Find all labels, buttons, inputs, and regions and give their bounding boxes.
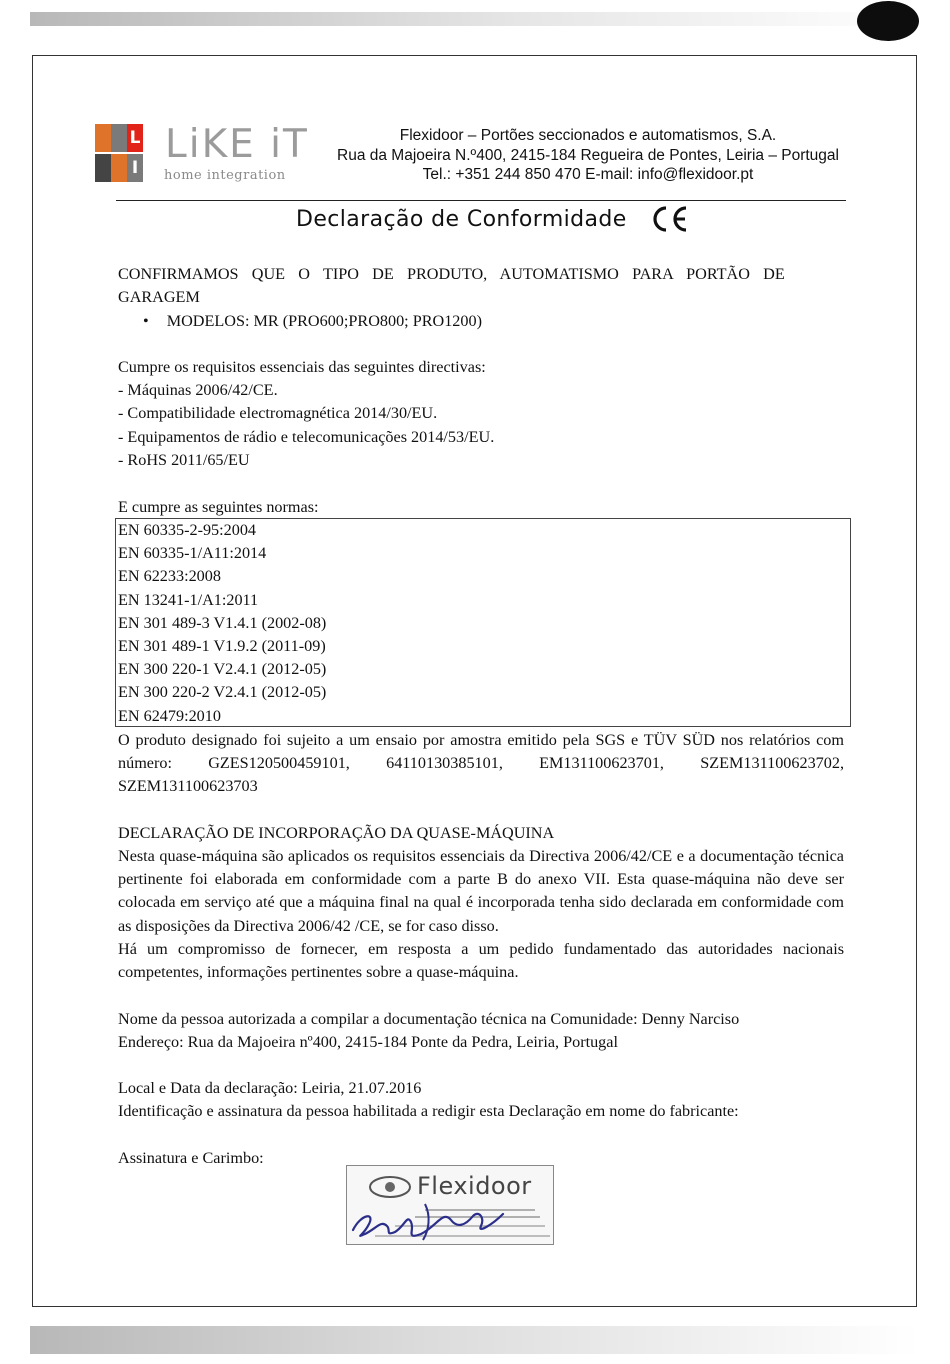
logo-grey-square (111, 124, 127, 152)
ce-mark-icon (650, 205, 690, 233)
declaration-section (118, 1077, 844, 1123)
signature-label: Assinatura e Carimbo: (118, 1149, 264, 1167)
norm-item: EN 60335-1/A11:2014 (118, 544, 267, 563)
directive-item: - Compatibilidade electromagnética 2014/30/EU. (118, 404, 438, 423)
company-contact: Tel.: +351 244 850 470 E-mail: info@flexidoor.pt (422, 166, 754, 183)
incorporation-paragraph-2: Há um compromisso de fornecer, em resposta a um pedido fundamentado das autoridades nacionais competentes, informações pertinentes sobre a quase-máquina. (118, 940, 844, 982)
norm-item: EN 301 489-1 V1.9.2 (2011-09) (118, 637, 326, 656)
models-text: MODELOS: MR (PRO600;PRO800; PRO1200) (166, 312, 482, 330)
place-date: Local e Data da declaração: Leiria, 21.07.2016 (118, 1079, 422, 1097)
logo-letter-l: L (127, 124, 143, 152)
identification-line: Identificação e assinatura da pessoa habilitada a redigir esta Declaração em nome do fabricante: (118, 1102, 739, 1121)
norm-item: EN 301 489-3 V1.4.1 (2002-08) (118, 613, 327, 632)
bottom-decorative-bar (30, 1326, 920, 1354)
norms-intro: E cumpre as seguintes normas: (118, 498, 319, 516)
page-tab-marker (857, 1, 919, 41)
norm-item: EN 300 220-1 V2.4.1 (2012-05) (118, 660, 327, 679)
like-it-logo (95, 122, 309, 186)
page-title: Declaração de Conformidade (296, 207, 627, 232)
header-divider (116, 200, 846, 201)
directives-intro: Cumpre os requisitos essenciais das seguintes directivas: (118, 358, 486, 376)
directive-item: - Máquinas 2006/42/CE. (118, 381, 278, 400)
incorporation-heading: DECLARAÇÃO DE INCORPORAÇÃO DA QUASE-MÁQUINA (118, 824, 555, 842)
directives-section (118, 356, 844, 472)
norms-list (118, 519, 326, 728)
bullet-icon: • (143, 312, 149, 330)
confirmation-heading-line1: CONFIRMAMOS QUE O TIPO DE PRODUTO, AUTOMATISMO PARA PORTÃO DE (118, 265, 785, 283)
company-stamp (346, 1165, 554, 1245)
confirmation-heading (118, 263, 844, 309)
logo-letter-i: I (127, 154, 143, 182)
authorized-address: Endereço: Rua da Majoeira nº400, 2415-184 Ponte da Pedra, Leiria, Portugal (118, 1033, 618, 1052)
directive-item: - Equipamentos de rádio e telecomunicações 2014/53/EU. (118, 427, 495, 446)
logo-orange-square-2 (111, 154, 127, 182)
stamp-brand: Flexidoor (417, 1172, 532, 1200)
norm-item: EN 62479:2010 (118, 706, 221, 725)
logo-wordmark: LiKE iT (165, 122, 309, 167)
authorized-section (118, 1008, 844, 1054)
models-bullet (143, 310, 482, 333)
company-address: Rua da Majoeira N.º400, 2415-184 Regueira de Pontes, Leiria – Portugal (337, 146, 839, 164)
company-name: Flexidoor – Portões seccionados e automatismos, S.A. (399, 127, 777, 144)
confirmation-heading-line2: GARAGEM (118, 288, 200, 307)
logo-dark-square (95, 154, 111, 182)
handwritten-signature-icon (347, 1196, 554, 1245)
norm-item: EN 300 220-2 V2.4.1 (2012-05) (118, 683, 327, 702)
directive-item: - RoHS 2011/65/EU (118, 450, 250, 469)
norm-item: EN 13241-1/A1:2011 (118, 590, 259, 609)
testing-paragraph: O produto designado foi sujeito a um ensaio por amostra emitido pela SGS e TÜV SÜD nos relatórios com número: GZES120500459101, 64110130385101, EM131100623701, SZEM131100623702, SZEM131100623703 (118, 731, 844, 796)
top-decorative-bar (30, 12, 920, 26)
incorporation-paragraph-1: Nesta quase-máquina são aplicados os requisitos essenciais da Directiva 2006/42/CE e a documentação técnica pertinente foi elaborada em conformidade com a parte B do anexo VII. Esta quase-máquina não deve ser colocada em serviço até que a máquina final na qual é incorporada tenha sido declarada em conformidade com as disposições da Directiva 2006/42 /CE, se for caso disso. (118, 847, 844, 935)
authorized-name: Nome da pessoa autorizada a compilar a documentação técnica na Comunidade: Denny Narciso (118, 1010, 740, 1028)
logo-orange-square (95, 124, 111, 152)
company-header (318, 126, 858, 185)
norm-item: EN 62233:2008 (118, 567, 221, 586)
logo-tagline: home integration (164, 168, 286, 183)
norm-item: EN 60335-2-95:2004 (118, 521, 257, 539)
